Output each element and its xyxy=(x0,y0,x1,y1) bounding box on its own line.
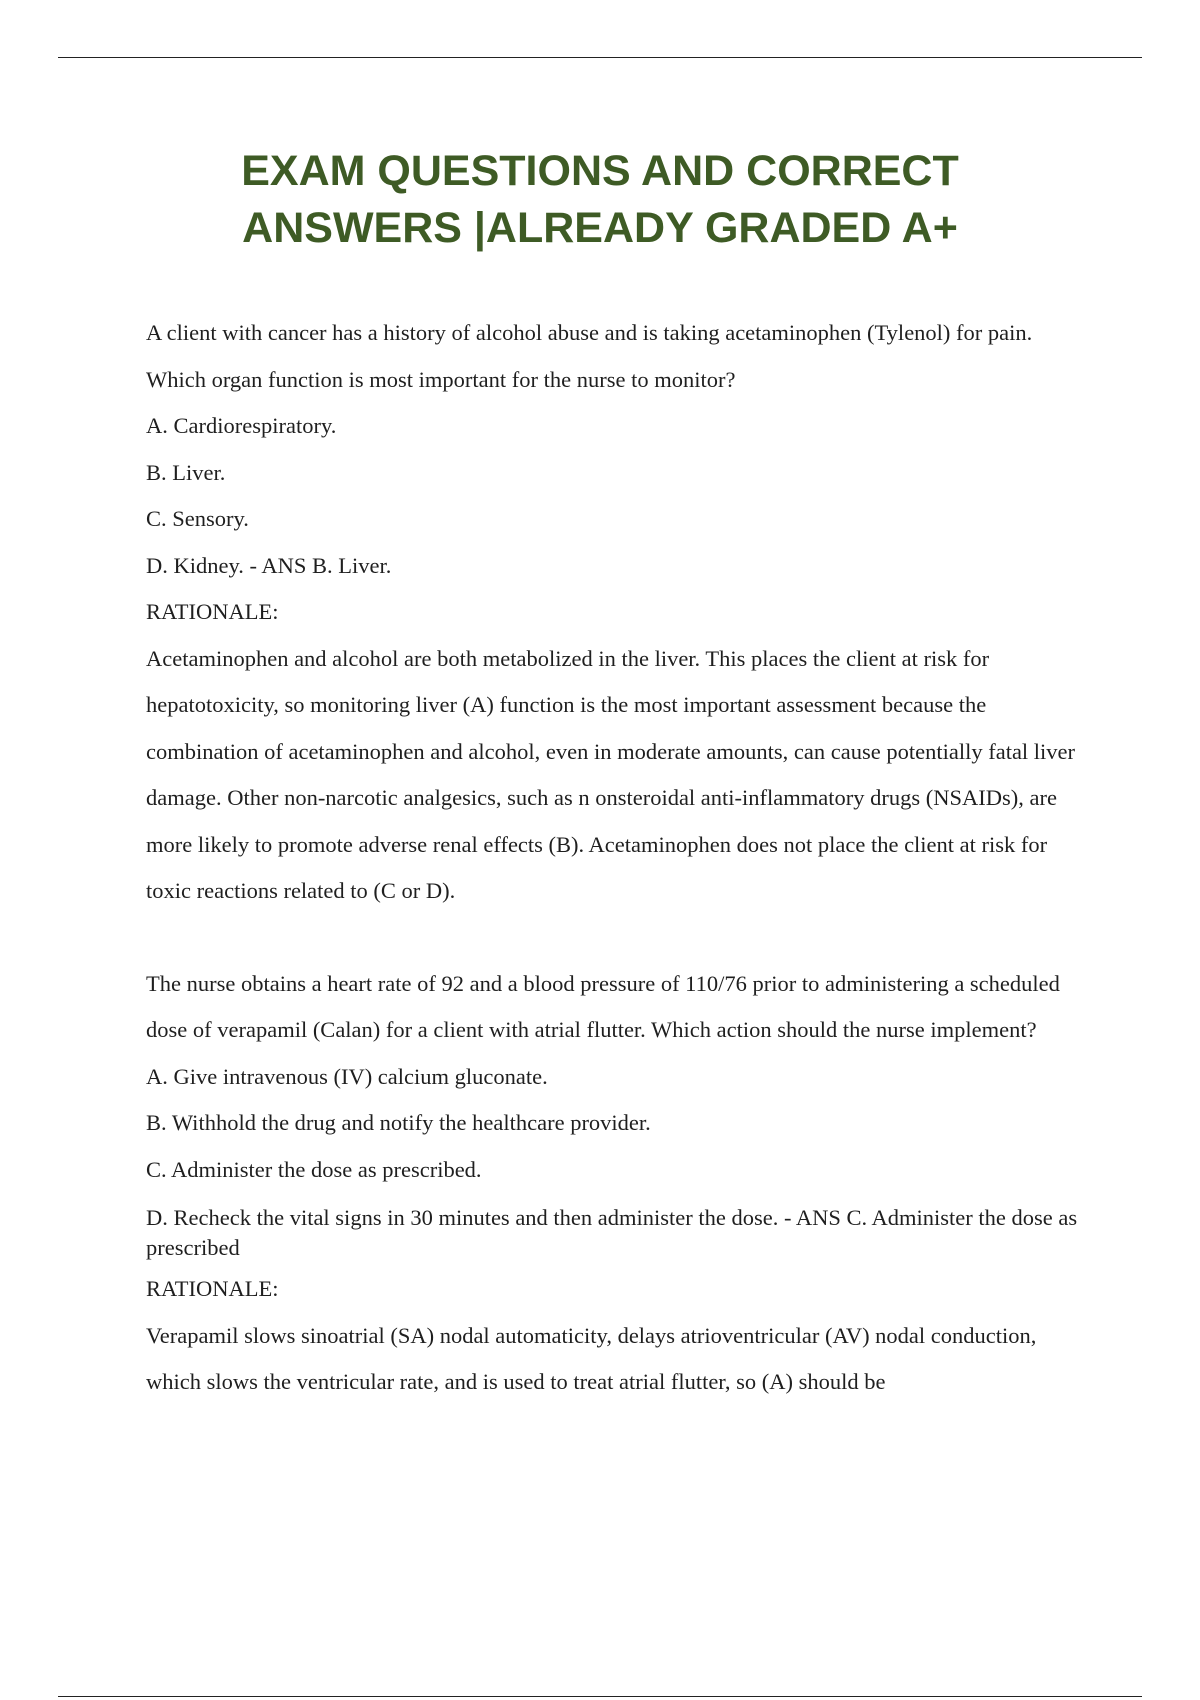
answer-option-b: B. Liver. xyxy=(146,459,226,485)
answer-option-a: A. Cardiorespiratory. xyxy=(146,413,337,438)
section-spacer xyxy=(146,915,1096,961)
answer-option-c: C. Administer the dose as prescribed. xyxy=(146,1156,482,1182)
bottom-rule xyxy=(58,1696,1142,1697)
rationale-label: RATIONALE: xyxy=(146,1276,279,1301)
answer-option-b: B. Withhold the drug and notify the healthcare provider. xyxy=(146,1110,651,1135)
answer-option-c: C. Sensory. xyxy=(146,506,249,531)
title-line-2: ANSWERS |ALREADY GRADED A+ xyxy=(242,204,958,252)
question-stem: The nurse obtains a heart rate of 92 and a blood pressure of 110/76 prior to administering a scheduled dose of verapamil (Calan) for a client with atrial flutter. Which action should the nurse implement? xyxy=(146,970,1060,1042)
question-stem: A client with cancer has a history of alcohol abuse and is taking acetaminophen (Tylenol) for pain. Which organ function is most important for the nurse to monitor? xyxy=(146,320,1033,392)
document-body xyxy=(146,310,1096,1406)
answer-option-a: A. Give intravenous (IV) calcium gluconate. xyxy=(146,1063,548,1089)
title-line-1: EXAM QUESTIONS AND CORRECT xyxy=(241,147,959,195)
rationale-text: Verapamil slows sinoatrial (SA) nodal automaticity, delays atrioventricular (AV) nodal conduction, which slows the ventricular rate, and is used to treat atrial flutter, so (A) should be xyxy=(146,1322,1037,1394)
question-2 xyxy=(146,961,1096,1406)
answer-option-d: D. Kidney. - ANS B. Liver. xyxy=(146,552,392,578)
question-1 xyxy=(146,310,1096,915)
rationale-text: Acetaminophen and alcohol are both metabolized in the liver. This places the client at risk for hepatotoxicity, so monitoring liver (A) function is the most important assessment because the combination of acetaminophen and alcohol, even in moderate amounts, can cause potentially fatal liver damage. Other non-narcotic analgesics, such as n onsteroidal anti-inflammatory drugs (NSAIDs), are more likely to promote adverse renal effects (B). Acetaminophen does not place the client at risk for toxic reactions related to (C or D). xyxy=(146,645,1076,903)
top-rule xyxy=(58,57,1142,58)
answer-option-d: D. Recheck the vital signs in 30 minutes and then administer the dose. - ANS C. Administer the dose as prescribed xyxy=(146,1205,1078,1260)
rationale-label: RATIONALE: xyxy=(146,599,279,624)
document-title xyxy=(0,143,1200,257)
